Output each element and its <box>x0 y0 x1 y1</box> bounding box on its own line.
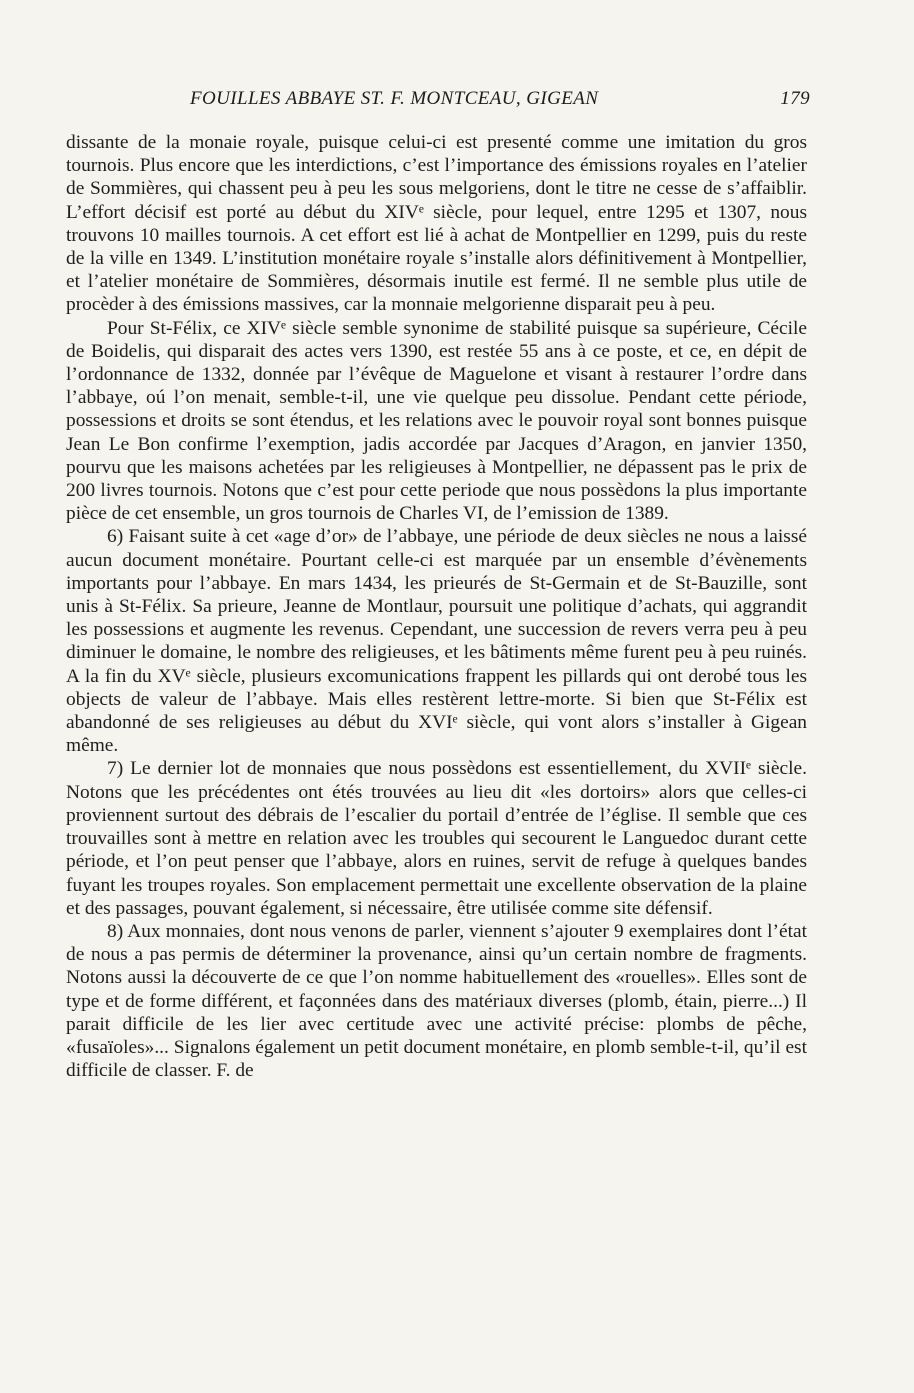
paragraph-8-rouelles: 8) Aux monnaies, dont nous venons de parler, viennent s’ajouter 9 exemplaires dont l’état de nous a pas permis de déterminer la provenance, ainsi qu’un certain nombre de fragments. Notons aussi la découverte de ce que l’on nomme habituellement des «rouelles». Elles sont de type et de forme différent, et façonnées dans des matériaux diverses (plomb, étain, pierre...) Il parait difficile de les lier avec certitude avec une activité précise: plombs de pêche, «fusaïoles»... Signalons également un petit document monétaire, en plomb semble-t-il, qu’il est difficile de classer. F. de <box>66 920 807 1082</box>
paragraph-continuation: dissante de la monaie royale, puisque celui-ci est presenté comme une imitation du gros tournois. Plus encore que les interdictions, c’est l’importance des émissions royales en l’atelier de Sommières, qui chassent peu à peu les sous melgoriens, dont le titre ne cesse de s’affaiblir. L’effort décisif est porté au début du XIVᵉ siècle, pour lequel, entre 1295 et 1307, nous trouvons 10 mailles tournois. A cet effort est lié à achat de Montpellier en 1299, puis du reste de la ville en 1349. L’institution monétaire royale s’installe alors définitivement à Montpellier, et l’atelier monétaire de Sommières, désormais inutile est fermé. Il ne semble plus utile de procèder à des émissions massives, car la monnaie melgorienne disparait peu à peu. <box>66 132 807 316</box>
paragraph-st-felix-xiv: Pour St-Félix, ce XIVᵉ siècle semble synonime de stabilité puisque sa supérieure, Cécile de Boidelis, qui disparait des actes vers 1390, est restée 55 ans à ce poste, et ce, en dépit de l’ordonnance de 1332, donnée par l’évêque de Maguelone et visant à restaurer l’ordre dans l’abbaye, oú l’on menait, semble-t-il, une vie quelque peu dissolue. Pendant cette période, possessions et droits se sont étendus, et les relations avec le pouvoir royal sont bonnes puisque Jean Le Bon confirme l’exemption, jadis accordée par Jacques d’Aragon, en janvier 1350, pourvu que les maisons achetées par les religieuses à Montpellier, ne dépassent pas le prix de 200 livres tournois. Notons que c’est pour cette periode que nous possèdons la plus importante pièce de cet ensemble, un gros tournois de Charles VI, de l’emission de 1389. <box>66 317 807 525</box>
running-title: FOUILLES ABBAYE ST. F. MONTCEAU, GIGEAN <box>190 88 599 109</box>
paragraph-6-age-d-or: 6) Faisant suite à cet «age d’or» de l’abbaye, une période de deux siècles ne nous a laissé aucun document monétaire. Pourtant celle-ci est marquée par un ensemble d’évènements importants pour l’abbaye. En mars 1434, les prieurés de St-Germain et de St-Bauzille, sont unis à St-Félix. Sa prieure, Jeanne de Montlaur, poursuit une politique d’achats, qui aggrandit les possessions et augmente les revenus. Cependant, une succession de revers verra peu à peu diminuer le domaine, le nombre des religieuses, et les bâtiments même furent peu à peu ruinés. A la fin du XVᵉ siècle, plusieurs excomunications frappent les pillards qui ont derobé tous les objects de valeur de l’abbaye. Mais elles restèrent lettre-morte. Si bien que St-Félix est abandonné de ses religieuses au début du XVIᵉ siècle, qui vont alors s’installer à Gigean même. <box>66 526 807 757</box>
paragraph-7-dernier-lot: 7) Le dernier lot de monnaies que nous possèdons est essentiellement, du XVIIᵉ siècle. Notons que les précédentes ont étés trouvées au lieu dit «les dortoirs» alors que celles-ci proviennent surtout des débrais de l’escalier du portail d’entrée de l’église. Il semble que ces trouvailles sont à mettre en relation avec les troubles qui secourent le Languedoc durant cette période, et l’on peut penser que l’abbaye, alors en ruines, servit de refuge à quelques bandes fuyant les troupes royales. Son emplacement permettait une excellente observation de la plaine et des passages, pouvant également, si nécessaire, être utilisée comme site défensif. <box>66 758 807 919</box>
running-head <box>190 88 810 118</box>
body-text <box>66 131 807 1082</box>
page-number: 179 <box>780 88 810 109</box>
